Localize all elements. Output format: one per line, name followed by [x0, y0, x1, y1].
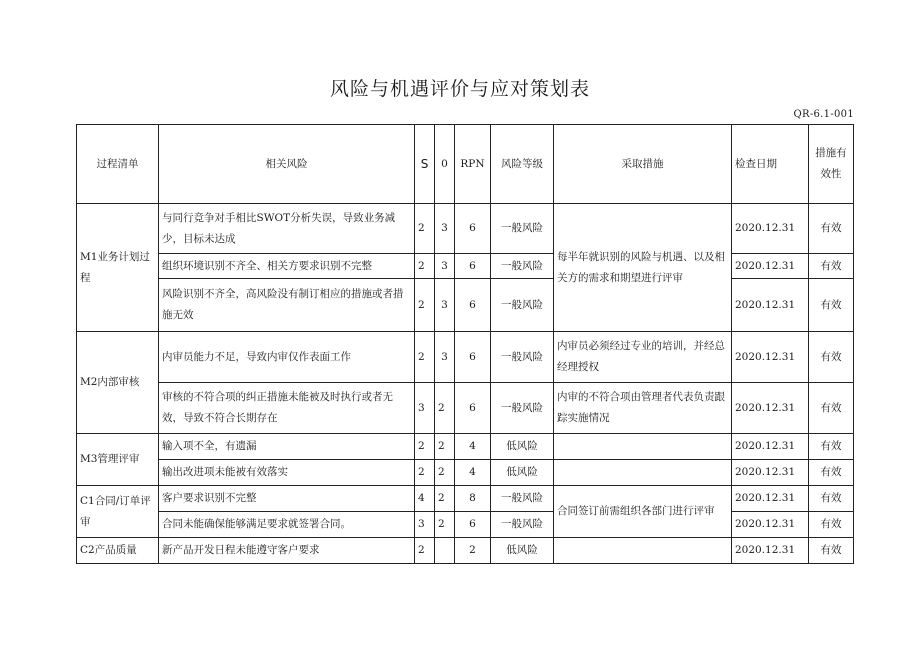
level-cell: 一般风险 [491, 486, 554, 512]
header-rpn: RPN [455, 125, 491, 204]
rpn-cell: 8 [455, 486, 491, 512]
table-row [77, 460, 854, 486]
table-row [77, 254, 854, 279]
table-row [77, 204, 854, 254]
header-row [77, 125, 854, 204]
header-measure: 采取措施 [554, 125, 732, 204]
risk-cell: 内审员能力不足，导致内审仅作表面工作 [159, 332, 415, 383]
effective-cell: 有效 [809, 204, 854, 254]
risk-table [76, 124, 854, 564]
o-cell: 3 [435, 332, 455, 383]
rpn-cell: 6 [455, 332, 491, 383]
process-cell: M3管理评审 [77, 434, 159, 486]
risk-cell: 与同行竞争对手相比SWOT分析失误，导致业务减少，目标未达成 [159, 204, 415, 254]
date-cell: 2020.12.31 [732, 486, 809, 512]
s-cell: 2 [415, 254, 435, 279]
rpn-cell: 6 [455, 279, 491, 332]
risk-cell: 新产品开发日程未能遵守客户要求 [159, 538, 415, 564]
rpn-cell: 6 [455, 254, 491, 279]
header-process: 过程清单 [77, 125, 159, 204]
s-cell: 2 [415, 332, 435, 383]
level-cell: 一般风险 [491, 204, 554, 254]
date-cell: 2020.12.31 [732, 512, 809, 538]
effective-cell: 有效 [809, 460, 854, 486]
s-cell: 2 [415, 538, 435, 564]
table-row [77, 486, 854, 512]
process-cell: M2内部审核 [77, 332, 159, 434]
measure-cell: 内审员必须经过专业的培训，并经总经理授权 [554, 332, 732, 383]
date-cell: 2020.12.31 [732, 279, 809, 332]
effective-cell: 有效 [809, 332, 854, 383]
header-risk: 相关风险 [159, 125, 415, 204]
effective-cell: 有效 [809, 486, 854, 512]
risk-cell: 合同未能确保能够满足要求就签署合同。 [159, 512, 415, 538]
risk-cell: 组织环境识别不齐全、相关方要求识别不完整 [159, 254, 415, 279]
o-cell: 2 [435, 460, 455, 486]
risk-cell: 客户要求识别不完整 [159, 486, 415, 512]
rpn-cell: 4 [455, 460, 491, 486]
effective-cell: 有效 [809, 512, 854, 538]
rpn-cell: 4 [455, 434, 491, 460]
risk-cell: 风险识别不齐全，高风险没有制订相应的措施或者措施无效 [159, 279, 415, 332]
header-effective: 措施有效性 [809, 125, 854, 204]
s-cell: 2 [415, 460, 435, 486]
o-cell: 3 [435, 204, 455, 254]
measure-cell [554, 434, 732, 460]
s-cell: 2 [415, 434, 435, 460]
process-cell: C1合同/订单评审 [77, 486, 159, 538]
date-cell: 2020.12.31 [732, 538, 809, 564]
date-cell: 2020.12.31 [732, 434, 809, 460]
o-cell: 2 [435, 383, 455, 434]
header-s: S [415, 125, 435, 204]
header-o: 0 [435, 125, 455, 204]
measure-cell [554, 460, 732, 486]
rpn-cell: 2 [455, 538, 491, 564]
level-cell: 低风险 [491, 538, 554, 564]
s-cell: 2 [415, 204, 435, 254]
level-cell: 一般风险 [491, 512, 554, 538]
document-title: 风险与机遇评价与应对策划表 [329, 78, 590, 100]
date-cell: 2020.12.31 [732, 254, 809, 279]
level-cell: 一般风险 [491, 383, 554, 434]
measure-cell: 合同签订前需组织各部门进行评审 [554, 486, 732, 538]
o-cell: 3 [435, 254, 455, 279]
date-cell: 2020.12.31 [732, 204, 809, 254]
o-cell: 3 [435, 279, 455, 332]
risk-cell: 输入项不全，有遗漏 [159, 434, 415, 460]
s-cell: 3 [415, 383, 435, 434]
rpn-cell: 6 [455, 204, 491, 254]
s-cell: 2 [415, 279, 435, 332]
level-cell: 低风险 [491, 460, 554, 486]
o-cell: 2 [435, 512, 455, 538]
process-cell: M1业务计划过程 [77, 204, 159, 332]
header-level: 风险等级 [491, 125, 554, 204]
risk-cell: 审核的不符合项的纠正措施未能被及时执行或者无效，导致不符合长期存在 [159, 383, 415, 434]
measure-cell: 每半年就识别的风险与机遇、以及相关方的需求和期望进行评审 [554, 204, 732, 332]
level-cell: 低风险 [491, 434, 554, 460]
o-cell: 2 [435, 434, 455, 460]
date-cell: 2020.12.31 [732, 332, 809, 383]
header-date: 检查日期 [732, 125, 809, 204]
effective-cell: 有效 [809, 279, 854, 332]
level-cell: 一般风险 [491, 279, 554, 332]
risk-cell: 输出改进项未能被有效落实 [159, 460, 415, 486]
measure-cell [554, 538, 732, 564]
date-cell: 2020.12.31 [732, 383, 809, 434]
level-cell: 一般风险 [491, 332, 554, 383]
rpn-cell: 6 [455, 383, 491, 434]
table-row [77, 383, 854, 434]
level-cell: 一般风险 [491, 254, 554, 279]
effective-cell: 有效 [809, 254, 854, 279]
s-cell: 3 [415, 512, 435, 538]
process-cell: C2产品质量 [77, 538, 159, 564]
o-cell [435, 538, 455, 564]
table-row [77, 538, 854, 564]
table-row [77, 434, 854, 460]
effective-cell: 有效 [809, 538, 854, 564]
s-cell: 4 [415, 486, 435, 512]
document-number: QR-6.1-001 [793, 109, 854, 120]
effective-cell: 有效 [809, 434, 854, 460]
o-cell: 2 [435, 486, 455, 512]
table-row [77, 332, 854, 383]
date-cell: 2020.12.31 [732, 460, 809, 486]
rpn-cell: 6 [455, 512, 491, 538]
table-row [77, 512, 854, 538]
effective-cell: 有效 [809, 383, 854, 434]
table-row [77, 279, 854, 332]
measure-cell: 内审的不符合项由管理者代表负责跟踪实施情况 [554, 383, 732, 434]
